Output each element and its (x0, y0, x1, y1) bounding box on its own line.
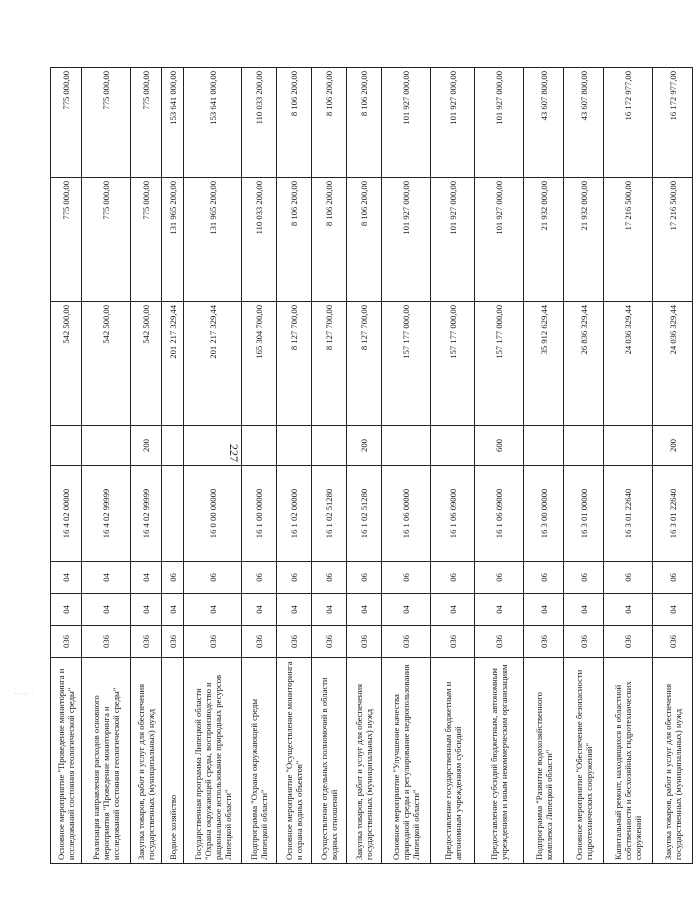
cell-rz: 04 (347, 594, 382, 626)
cell-y1: 157 177 000,00 (431, 302, 475, 426)
cell-rz: 04 (184, 594, 242, 626)
cell-pr: 06 (475, 562, 524, 594)
cell-vr (277, 426, 312, 466)
cell-vr (51, 426, 82, 466)
table-row (184, 68, 242, 864)
cell-vr (382, 426, 431, 466)
cell-csr: 16 1 06 09000 (431, 466, 475, 562)
cell-y3: 101 927 000,00 (431, 68, 475, 178)
table-row (242, 68, 277, 864)
cell-y2: 775 000,00 (82, 178, 131, 302)
cell-name: Капитальный ремонт, находящихся в областной собственности и бесхозяйных гидротехнических сооружений (604, 658, 653, 864)
cell-rz: 04 (653, 594, 693, 626)
rotated-page (50, 68, 683, 864)
cell-y1: 201 217 329,44 (184, 302, 242, 426)
cell-y2: 17 216 500,00 (653, 178, 693, 302)
cell-y3: 8 106 200,00 (277, 68, 312, 178)
cell-code: 036 (347, 626, 382, 658)
cell-code: 036 (604, 626, 653, 658)
cell-csr: 16 1 00 00000 (242, 466, 277, 562)
cell-y3: 153 641 000,00 (162, 68, 184, 178)
table-row (51, 68, 82, 864)
cell-code: 036 (564, 626, 604, 658)
cell-pr: 06 (382, 562, 431, 594)
cell-code: 036 (653, 626, 693, 658)
table-row (653, 68, 693, 864)
cell-rz: 04 (431, 594, 475, 626)
cell-code: 036 (82, 626, 131, 658)
cell-vr (82, 426, 131, 466)
cell-csr: 16 3 01 22640 (653, 466, 693, 562)
cell-name: Государственная программа Липецкой области "Охрана окружающей среды, воспроизводство и рациональное использование природных ресурсов Липецкой области" (184, 658, 242, 864)
cell-y3: 101 927 000,00 (475, 68, 524, 178)
cell-csr: 16 4 02 99999 (131, 466, 162, 562)
cell-y3: 110 033 200,00 (242, 68, 277, 178)
cell-code: 036 (277, 626, 312, 658)
table-row (277, 68, 312, 864)
cell-name: Предоставление государственным бюджетным и автономным учреждениям субсидий (431, 658, 475, 864)
cell-y1: 24 036 329,44 (653, 302, 693, 426)
cell-pr: 06 (277, 562, 312, 594)
cell-y1: 8 127 700,00 (312, 302, 347, 426)
table-row (524, 68, 564, 864)
table-row (312, 68, 347, 864)
cell-y1: 24 036 329,44 (604, 302, 653, 426)
cell-name: Осуществление отдельных полномочий в области водных отношений (312, 658, 347, 864)
cell-pr: 04 (82, 562, 131, 594)
cell-y2: 775 000,00 (51, 178, 82, 302)
cell-vr (604, 426, 653, 466)
cell-vr: 200 (131, 426, 162, 466)
cell-y2: 131 965 200,00 (184, 178, 242, 302)
cell-name: Водное хозяйство (162, 658, 184, 864)
cell-rz: 04 (564, 594, 604, 626)
cell-name: Основное мероприятие "Улучшение качества природной среды и регулирование недропользования Липецкой области" (382, 658, 431, 864)
cell-vr (524, 426, 564, 466)
cell-code: 036 (475, 626, 524, 658)
cell-y2: 131 965 200,00 (162, 178, 184, 302)
cell-name: Основное мероприятие "Обеспечение безопасности гидротехнических сооружений" (564, 658, 604, 864)
cell-csr: 16 3 01 22640 (604, 466, 653, 562)
cell-vr: 200 (347, 426, 382, 466)
cell-y3: 775 000,00 (51, 68, 82, 178)
cell-vr (184, 426, 242, 466)
cell-name: Закупка товаров, работ и услуг для обеспечения государственных (муниципальных) нужд (347, 658, 382, 864)
cell-pr: 06 (184, 562, 242, 594)
cell-code: 036 (431, 626, 475, 658)
cell-y2: 775 000,00 (131, 178, 162, 302)
cell-y2: 110 033 200,00 (242, 178, 277, 302)
cell-y1: 8 127 700,00 (347, 302, 382, 426)
cell-code: 036 (51, 626, 82, 658)
cell-y1: 157 177 000,00 (475, 302, 524, 426)
cell-y1: 8 127 700,00 (277, 302, 312, 426)
cell-y1: 165 304 700,00 (242, 302, 277, 426)
cell-y3: 8 106 200,00 (347, 68, 382, 178)
table-row (82, 68, 131, 864)
cell-y2: 8 106 200,00 (277, 178, 312, 302)
cell-csr: 16 1 02 51280 (312, 466, 347, 562)
cell-y1: 542 500,00 (131, 302, 162, 426)
cell-y1: 35 912 629,44 (524, 302, 564, 426)
cell-csr: 16 1 06 00000 (382, 466, 431, 562)
cell-code: 036 (312, 626, 347, 658)
cell-pr: 06 (347, 562, 382, 594)
cell-code: 036 (184, 626, 242, 658)
cell-name: Реализация направления расходов основного мероприятия "Проведение мониторинга и исследований состояния геологической среды" (82, 658, 131, 864)
cell-pr: 04 (51, 562, 82, 594)
cell-pr: 06 (431, 562, 475, 594)
cell-name: Основное мероприятие "Осуществление мониторинга и охрана водных объектов" (277, 658, 312, 864)
table-body (51, 68, 693, 864)
cell-vr: 200 (653, 426, 693, 466)
cell-y3: 101 927 000,00 (382, 68, 431, 178)
cell-rz: 04 (312, 594, 347, 626)
cell-y3: 775 000,00 (82, 68, 131, 178)
cell-vr (162, 426, 184, 466)
cell-y2: 8 106 200,00 (312, 178, 347, 302)
cell-y1: 157 177 000,00 (382, 302, 431, 426)
cell-csr: 16 0 00 00000 (184, 466, 242, 562)
cell-y1: 542 500,00 (51, 302, 82, 426)
cell-vr: 600 (475, 426, 524, 466)
cell-csr: 16 3 00 00000 (524, 466, 564, 562)
cell-code: 036 (242, 626, 277, 658)
cell-name: Подпрограмма "Охрана окружающей среды Липецкой области" (242, 658, 277, 864)
table-row (431, 68, 475, 864)
cell-rz: 04 (524, 594, 564, 626)
cell-y3: 8 106 200,00 (312, 68, 347, 178)
cell-y2: 21 932 000,00 (564, 178, 604, 302)
cell-csr: 16 1 02 00000 (277, 466, 312, 562)
cell-code: 036 (162, 626, 184, 658)
cell-name: Закупка товаров, работ и услуг для обеспечения государственных (муниципальных) нужд (653, 658, 693, 864)
cell-name: Предоставление субсидий бюджетным, автономным учреждениям и иным некоммерческим организациям (475, 658, 524, 864)
budget-table (50, 67, 693, 864)
cell-y1: 201 217 329,44 (162, 302, 184, 426)
cell-y1: 26 836 329,44 (564, 302, 604, 426)
cell-rz: 04 (242, 594, 277, 626)
cell-name: Закупка товаров, работ и услуг для обеспечения государственных (муниципальных) нужд (131, 658, 162, 864)
cell-pr: 06 (653, 562, 693, 594)
cell-rz: 04 (604, 594, 653, 626)
table-row (162, 68, 184, 864)
cell-csr: 16 4 02 99999 (82, 466, 131, 562)
cell-y1: 542 500,00 (82, 302, 131, 426)
cell-csr: 16 4 02 00000 (51, 466, 82, 562)
cell-y2: 21 932 000,00 (524, 178, 564, 302)
cell-pr: 04 (131, 562, 162, 594)
cell-pr: 06 (564, 562, 604, 594)
table-row (564, 68, 604, 864)
cell-name: Основное мероприятие "Проведение мониторинга и исследований состояния геологической среды" (51, 658, 82, 864)
cell-y2: 101 927 000,00 (475, 178, 524, 302)
cell-y3: 16 172 977,00 (604, 68, 653, 178)
cell-y2: 101 927 000,00 (382, 178, 431, 302)
cell-rz: 04 (475, 594, 524, 626)
cell-vr (564, 426, 604, 466)
scan-artifact: ··· ·:· · (14, 690, 34, 698)
cell-y3: 16 172 977,00 (653, 68, 693, 178)
cell-rz: 04 (131, 594, 162, 626)
cell-rz: 04 (277, 594, 312, 626)
cell-rz: 04 (162, 594, 184, 626)
table-row (382, 68, 431, 864)
cell-csr (162, 466, 184, 562)
cell-y2: 17 216 500,00 (604, 178, 653, 302)
cell-vr (242, 426, 277, 466)
cell-y2: 101 927 000,00 (431, 178, 475, 302)
cell-name: Подпрограмма "Развитие водохозяйственного комплекса Липецкой области" (524, 658, 564, 864)
cell-code: 036 (131, 626, 162, 658)
cell-pr: 06 (312, 562, 347, 594)
cell-rz: 04 (382, 594, 431, 626)
cell-pr: 06 (524, 562, 564, 594)
cell-vr (312, 426, 347, 466)
cell-pr: 06 (242, 562, 277, 594)
cell-y2: 8 106 200,00 (347, 178, 382, 302)
table-row (475, 68, 524, 864)
page-number: 227 (227, 444, 241, 462)
cell-pr: 06 (162, 562, 184, 594)
cell-rz: 04 (51, 594, 82, 626)
cell-code: 036 (382, 626, 431, 658)
cell-y3: 43 607 800,00 (564, 68, 604, 178)
cell-code: 036 (524, 626, 564, 658)
table-row (604, 68, 653, 864)
cell-csr: 16 1 06 09000 (475, 466, 524, 562)
cell-rz: 04 (82, 594, 131, 626)
cell-y3: 43 607 800,00 (524, 68, 564, 178)
cell-csr: 16 1 02 51280 (347, 466, 382, 562)
cell-csr: 16 3 01 00000 (564, 466, 604, 562)
cell-y3: 153 641 000,00 (184, 68, 242, 178)
cell-y3: 775 000,00 (131, 68, 162, 178)
cell-pr: 06 (604, 562, 653, 594)
cell-vr (431, 426, 475, 466)
table-row (347, 68, 382, 864)
table-row (131, 68, 162, 864)
